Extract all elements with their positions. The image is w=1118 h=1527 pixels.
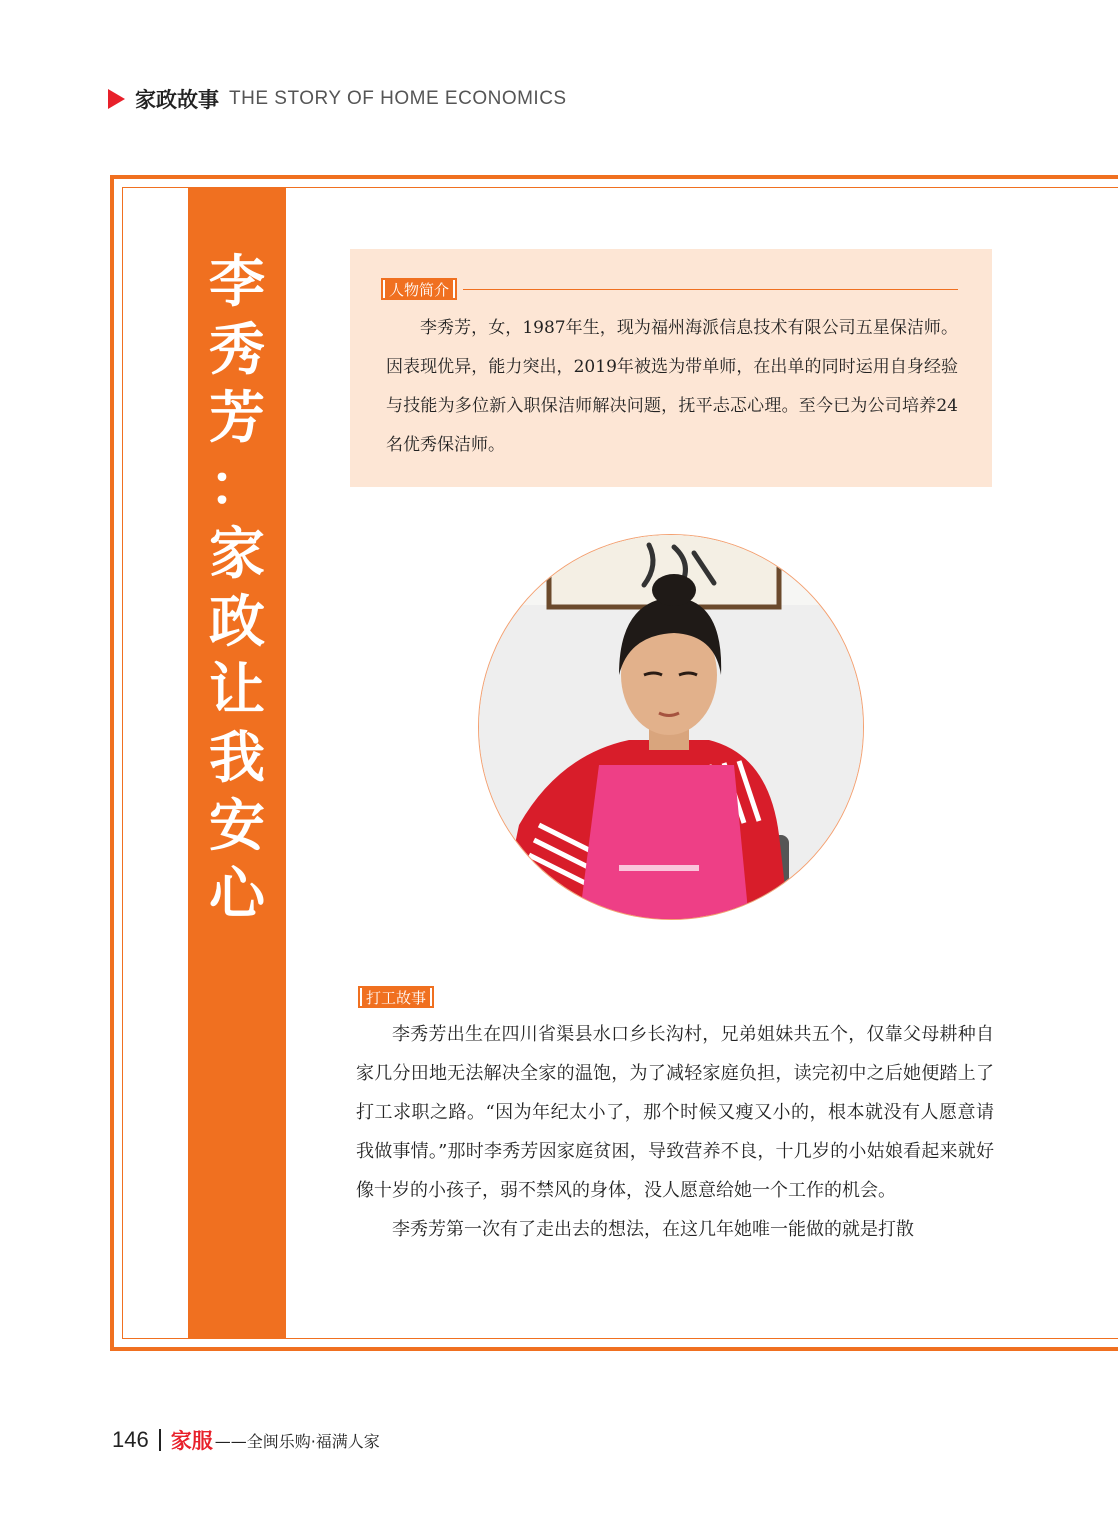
story-tag: [362, 986, 430, 1008]
title-char: 芳: [209, 385, 265, 451]
profile-box: [350, 249, 992, 487]
profile-tag: [385, 278, 453, 300]
title-char: 政: [209, 589, 265, 655]
title-char: 心: [209, 861, 265, 927]
title-char: 我: [209, 725, 265, 791]
page-number: 146: [112, 1427, 149, 1452]
story-heading: [362, 985, 430, 1009]
portrait-photo: [478, 534, 864, 920]
triangle-icon: [108, 89, 125, 109]
magazine-slogan: ——全闽乐购·福满人家: [214, 1431, 380, 1451]
title-char: 家: [209, 521, 265, 587]
footer-divider: [159, 1429, 161, 1451]
story-tag-label: 打工故事: [366, 988, 427, 1007]
title-char: 安: [209, 793, 265, 859]
story-paragraph: 李秀芳第一次有了走出去的想法，在这几年她唯一能做的就是打散: [392, 1219, 914, 1240]
portrait-illustration: [479, 535, 864, 920]
section-header: [108, 84, 567, 114]
title-char: 让: [209, 657, 265, 723]
profile-heading-row: [385, 277, 958, 301]
magazine-brand: 家服: [170, 1429, 213, 1453]
section-title-en: THE STORY OF HOME ECONOMICS: [229, 88, 567, 109]
profile-text: 李秀芳，女，1987年生，现为福州海派信息技术有限公司五星保洁师。因表现优异，能力突出，2019年被选为带单师，在出单的同时运用自身经验与技能为多位新入职保洁师解决问题，抚平忐忑心理。至今已为公司培养24名优秀保洁师。: [386, 318, 958, 455]
article-title: [188, 248, 286, 928]
section-title-cn: 家政故事: [135, 88, 219, 112]
profile-rule: [463, 289, 958, 290]
story-body: [356, 1015, 994, 1249]
page-footer: [112, 1424, 380, 1456]
title-char: 李: [209, 249, 265, 315]
story-paragraph: 李秀芳出生在四川省渠县水口乡长沟村，兄弟姐妹共五个，仅靠父母耕种自家几分田地无法解决全家的温饱，为了减轻家庭负担，读完初中之后她便踏上了打工求职之路。“因为年纪太小了，那个时候又瘦又小的，根本就没有人愿意请我做事情。”那时李秀芳因家庭贫困，导致营养不良，十几岁的小姑娘看起来就好像十岁的小孩子，弱不禁风的身体，没人愿意给她一个工作的机会。: [356, 1024, 994, 1201]
title-char: ：: [209, 453, 265, 519]
profile-tag-label: 人物简介: [389, 280, 450, 299]
title-char: 秀: [209, 317, 265, 383]
